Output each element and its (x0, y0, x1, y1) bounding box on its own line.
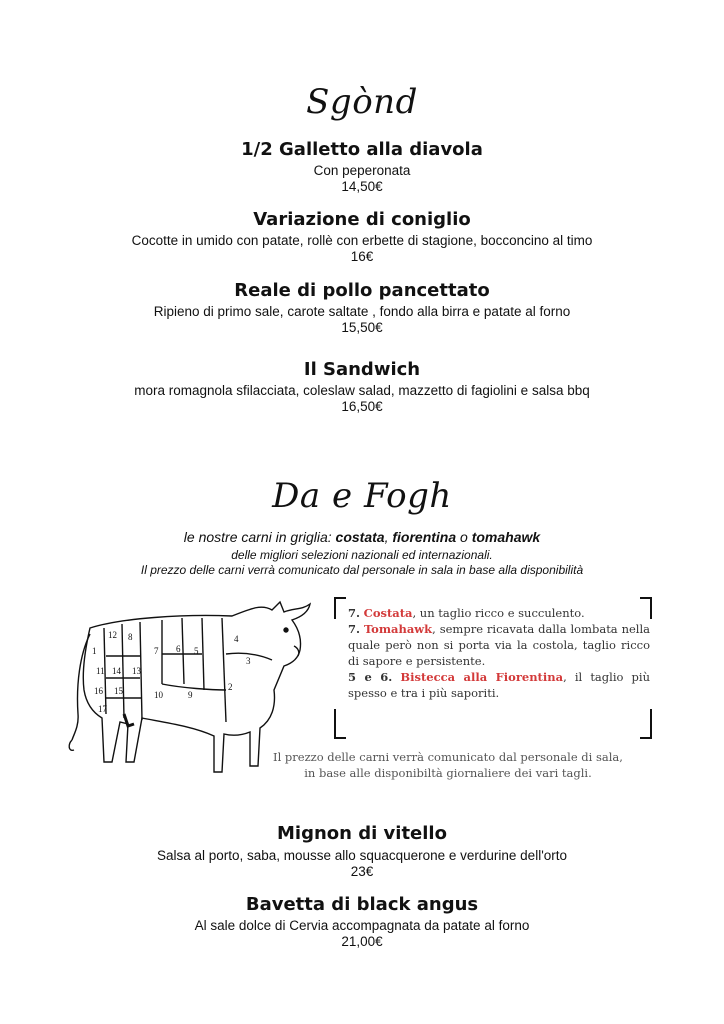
note-line: in base alle disponibiltà giornaliere dei vari tagli. (304, 766, 592, 780)
cut-name: Tomahawk (363, 622, 433, 636)
cut-fiorentina: fiorentina (392, 529, 457, 545)
cut-desc: , sempre ricavata dalla lombata nella quale però non si porta via la costola, taglio ricco di sapore e persistente. (348, 622, 651, 668)
cut-num: 5 e 6. (348, 670, 393, 684)
cut-number: 13 (132, 666, 141, 676)
dish-price: 16,50€ (341, 399, 383, 414)
corner-bottom-right (640, 709, 652, 739)
dish-price: 23€ (350, 864, 374, 879)
price-note (258, 749, 638, 781)
cut-number: 8 (128, 632, 133, 642)
dish-name: Il Sandwich (303, 359, 421, 380)
dish-price: 16€ (350, 249, 374, 264)
cut-number: 5 (194, 646, 199, 656)
cut-number: 17 (98, 704, 107, 714)
dish-name: Mignon di vitello (277, 823, 447, 844)
cut-costata: costata (335, 529, 385, 545)
cut-line-tomahawk (348, 621, 650, 669)
cut-number: 9 (188, 690, 193, 700)
cut-number: 14 (112, 666, 121, 676)
intro-comma: , (384, 529, 393, 545)
cut-line-costata (348, 605, 650, 621)
dish-name: 1/2 Galletto alla diavola (241, 139, 483, 160)
dish-price: 21,00€ (341, 934, 383, 949)
cut-tomahawk: tomahawk (471, 529, 541, 545)
cut-number: 2 (228, 682, 233, 692)
cut-number: 15 (114, 686, 123, 696)
cut-number: 16 (94, 686, 103, 696)
dish-description: Ripieno di primo sale, carote saltate , fondo alla birra e patate al forno (153, 304, 571, 319)
dish-name: Bavetta di black angus (245, 894, 479, 915)
cut-desc: , il taglio più spesso e tra i più saporiti. (348, 670, 650, 700)
note-line: Il prezzo delle carni verrà comunicato dal personale di sala, (273, 750, 623, 764)
dish-price: 14,50€ (341, 179, 383, 194)
intro-or: o (456, 529, 472, 545)
cut-desc: , un taglio ricco e succulento. (412, 606, 585, 620)
cut-number: 1 (92, 646, 97, 656)
cut-num: 7. (348, 622, 361, 636)
cut-number: 3 (246, 656, 251, 666)
cut-number: 6 (176, 644, 181, 654)
dish-name: Reale di pollo pancettato (234, 280, 490, 301)
corner-bottom-left (334, 709, 346, 739)
dish-name: Variazione di coniglio (253, 209, 471, 230)
cut-number: 12 (108, 630, 117, 640)
intro-text: le nostre carni in griglia: (183, 529, 336, 545)
intro-selection: delle migliori selezioni nazionali ed internazionali. (231, 548, 493, 562)
dish-description: Con peperonata (313, 163, 411, 178)
section-title-da-e-fogh: Da e Fogh (272, 476, 452, 516)
dish-description: Al sale dolce di Cervia accompagnata da patate al forno (194, 918, 530, 933)
cut-name: Costata (363, 606, 413, 620)
cut-number: 11 (96, 666, 105, 676)
cuts-description (348, 605, 650, 701)
grill-intro (0, 529, 724, 545)
dish-description: mora romagnola sfilacciata, coleslaw salad, mazzetto di fagiolini e salsa bbq (134, 383, 590, 398)
corner-top-left (334, 597, 346, 619)
cut-number: 4 (234, 634, 239, 644)
cut-number: 10 (154, 690, 163, 700)
dish-price: 15,50€ (341, 320, 383, 335)
cut-number: 7 (154, 646, 159, 656)
intro-price-note: Il prezzo delle carni verrà comunicato dal personale in sala in base alla disponibilità (140, 563, 584, 577)
cut-num: 7. (348, 606, 361, 620)
cut-line-fiorentina (348, 669, 650, 701)
dish-description: Salsa al porto, saba, mousse allo squacquerone e verdurine dell'orto (156, 848, 568, 863)
cut-name: Bistecca alla Fiorentina (400, 670, 564, 684)
dish-description: Cocotte in umido con patate, rollè con erbette di stagione, bocconcino al timo (131, 233, 593, 248)
section-title-sgond: Sgònd (306, 82, 418, 122)
